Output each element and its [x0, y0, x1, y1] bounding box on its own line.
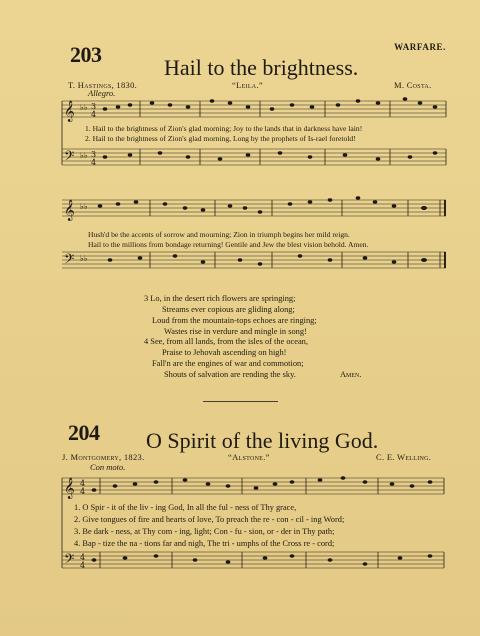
stanza-line: Shouts of salvation are rending the sky.: [164, 370, 296, 379]
time-signature: 3: [91, 150, 97, 159]
treble-staff: [62, 478, 444, 494]
time-signature: 4: [91, 158, 97, 167]
treble-clef-icon: 𝄞: [64, 478, 75, 499]
bass-staff: [62, 252, 446, 268]
stanza-line: Loud from the mountain-tops echoes are ringing;: [152, 316, 317, 325]
bass-staff: [62, 552, 444, 568]
time-signature: 4: [80, 561, 86, 570]
treble-clef-icon: 𝄞: [64, 200, 75, 221]
tempo-204: Con moto.: [90, 462, 126, 472]
section-heading: WARFARE.: [394, 42, 446, 52]
treble-staff: [62, 101, 446, 117]
hymn-title-203: Hail to the brightness.: [164, 55, 359, 80]
stanza-line: Fall'n are the engines of war and commotion;: [152, 359, 304, 368]
flat-icon: ♭♭: [80, 254, 88, 263]
lyrics-line-4: Hail to the millions from bondage returning! Gentile and Jew the blest vision behold. Amen.: [88, 240, 369, 249]
hymn-number-204: 204: [68, 420, 100, 445]
time-signature: 4: [80, 479, 86, 488]
treble-staff: [62, 200, 446, 216]
hymn-title-204: O Spirit of the living God.: [146, 428, 379, 453]
time-signature: 3: [91, 102, 97, 111]
flat-icon: ♭♭: [80, 202, 88, 211]
tune-name-204: “Alstone.”: [228, 452, 270, 462]
tune-name-203: “Leila.”: [232, 80, 263, 90]
barlines: [140, 101, 446, 165]
bass-clef-icon: 𝄢: [64, 551, 75, 570]
amen-label: Amen.: [340, 370, 362, 379]
stanza-line: Praise to Jehovah ascending on high!: [162, 348, 287, 357]
author-204: J. Montgomery, 1823.: [62, 452, 145, 462]
verse-line-4: 4. Bap - tize the na - tions far and nigh, The tri - umphs of the Cross re - cord;: [74, 539, 335, 548]
bass-clef-icon: 𝄢: [64, 148, 75, 167]
lyrics-line-1: 1. Hail to the brightness of Zion's glad morning; Joy to the lands that in darkness have lain!: [85, 124, 363, 133]
verse-line-3: 3. Be dark - ness, at Thy com - ing, light; Con - fu - sion, or - der in Thy path;: [74, 527, 335, 536]
verse-line-2: 2. Give tongues of fire and hearts of love, To preach the re - con - cil - ing Word;: [74, 515, 345, 524]
lyrics-line-3: Hush'd be the accents of sorrow and mourning; Zion in triumph begins her mild reign.: [88, 230, 350, 239]
flat-icon: ♭♭: [80, 151, 88, 160]
stanza-line: 3 Lo, in the desert rich flowers are springing;: [144, 294, 296, 303]
bass-staff: [62, 149, 446, 165]
flat-icon: ♭♭: [80, 103, 88, 112]
divider: [203, 401, 278, 402]
author-203: T. Hastings, 1830.: [68, 80, 138, 90]
stanza-line: Wastes rise in verdure and mingle in song!: [164, 327, 307, 336]
stanza-line: Streams ever copious are gliding along;: [162, 305, 295, 314]
composer-203: M. Costa.: [394, 80, 432, 90]
bass-clef-icon: 𝄢: [64, 251, 75, 270]
stanza-line: 4 See, from all lands, from the isles of the ocean,: [144, 337, 308, 346]
time-signature: 4: [80, 553, 86, 562]
time-signature: 4: [91, 110, 97, 119]
lyrics-line-2: 2. Hail to the brightness of Zion's glad morning, Long by the prophets of Is-rael foretold!: [85, 134, 356, 143]
tempo-203: Allegro.: [88, 88, 116, 98]
time-signature: 4: [80, 487, 86, 496]
verse-line-1: 1. O Spir - it of the liv - ing God, In all the ful - ness of Thy grace,: [74, 503, 297, 512]
music-system-204: [60, 470, 450, 580]
treble-clef-icon: 𝄞: [64, 101, 75, 122]
hymn-number-203: 203: [70, 42, 102, 67]
composer-204: C. E. Welling.: [376, 452, 432, 462]
